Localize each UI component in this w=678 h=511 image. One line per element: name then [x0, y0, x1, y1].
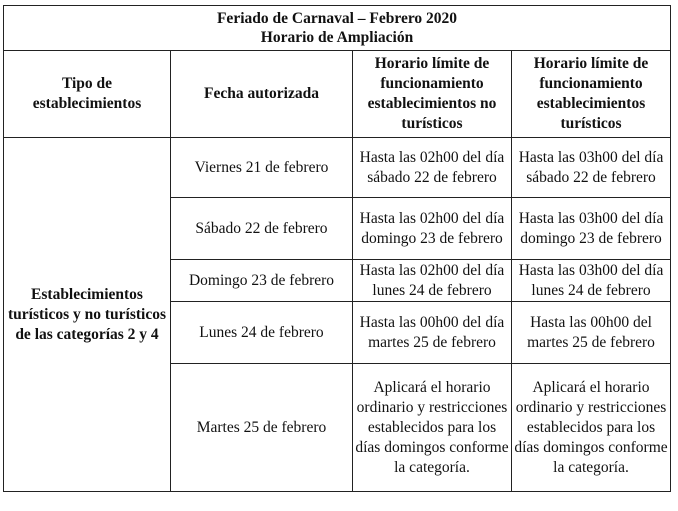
- fecha-cell: Sábado 22 de febrero: [171, 198, 353, 260]
- no-turisticos-cell: Hasta las 02h00 del día sábado 22 de febrero: [353, 138, 512, 198]
- turisticos-cell: Hasta las 03h00 del día sábado 22 de febrero: [512, 138, 671, 198]
- fecha-cell: Lunes 24 de febrero: [171, 302, 353, 364]
- table-title: [4, 6, 671, 51]
- no-turisticos-cell: Hasta las 02h00 del día domingo 23 de febrero: [353, 198, 512, 260]
- schedule-table: [3, 5, 671, 492]
- header-no-turisticos: Horario límite de funcionamiento establecimientos no turísticos: [353, 51, 512, 138]
- turisticos-cell: Hasta las 03h00 del día lunes 24 de febrero: [512, 260, 671, 302]
- header-turisticos: Horario límite de funcionamiento establecimientos turísticos: [512, 51, 671, 138]
- table-row: [4, 138, 671, 198]
- turisticos-cell: Aplicará el horario ordinario y restricciones establecidos para los días domingos conforme la categoría.: [512, 364, 671, 492]
- fecha-cell: Domingo 23 de febrero: [171, 260, 353, 302]
- turisticos-cell: Hasta las 03h00 del día domingo 23 de febrero: [512, 198, 671, 260]
- title-line-1: Feriado de Carnaval – Febrero 2020: [216, 10, 458, 27]
- no-turisticos-cell: Hasta las 02h00 del día lunes 24 de febrero: [353, 260, 512, 302]
- header-tipo: Tipo de establecimientos: [4, 51, 171, 138]
- header-fecha: Fecha autorizada: [171, 51, 353, 138]
- no-turisticos-cell: Aplicará el horario ordinario y restricciones establecidos para los días domingos conforme la categoría.: [353, 364, 512, 492]
- fecha-cell: Viernes 21 de febrero: [171, 138, 353, 198]
- fecha-cell: Martes 25 de febrero: [171, 364, 353, 492]
- title-row: [4, 6, 671, 51]
- title-line-2: Horario de Ampliación: [260, 29, 414, 46]
- establishment-type-cell: Establecimientos turísticos y no turísticos de las categorías 2 y 4: [4, 138, 171, 492]
- turisticos-cell: Hasta las 00h00 del martes 25 de febrero: [512, 302, 671, 364]
- no-turisticos-cell: Hasta las 00h00 del día martes 25 de febrero: [353, 302, 512, 364]
- header-row: [4, 51, 671, 138]
